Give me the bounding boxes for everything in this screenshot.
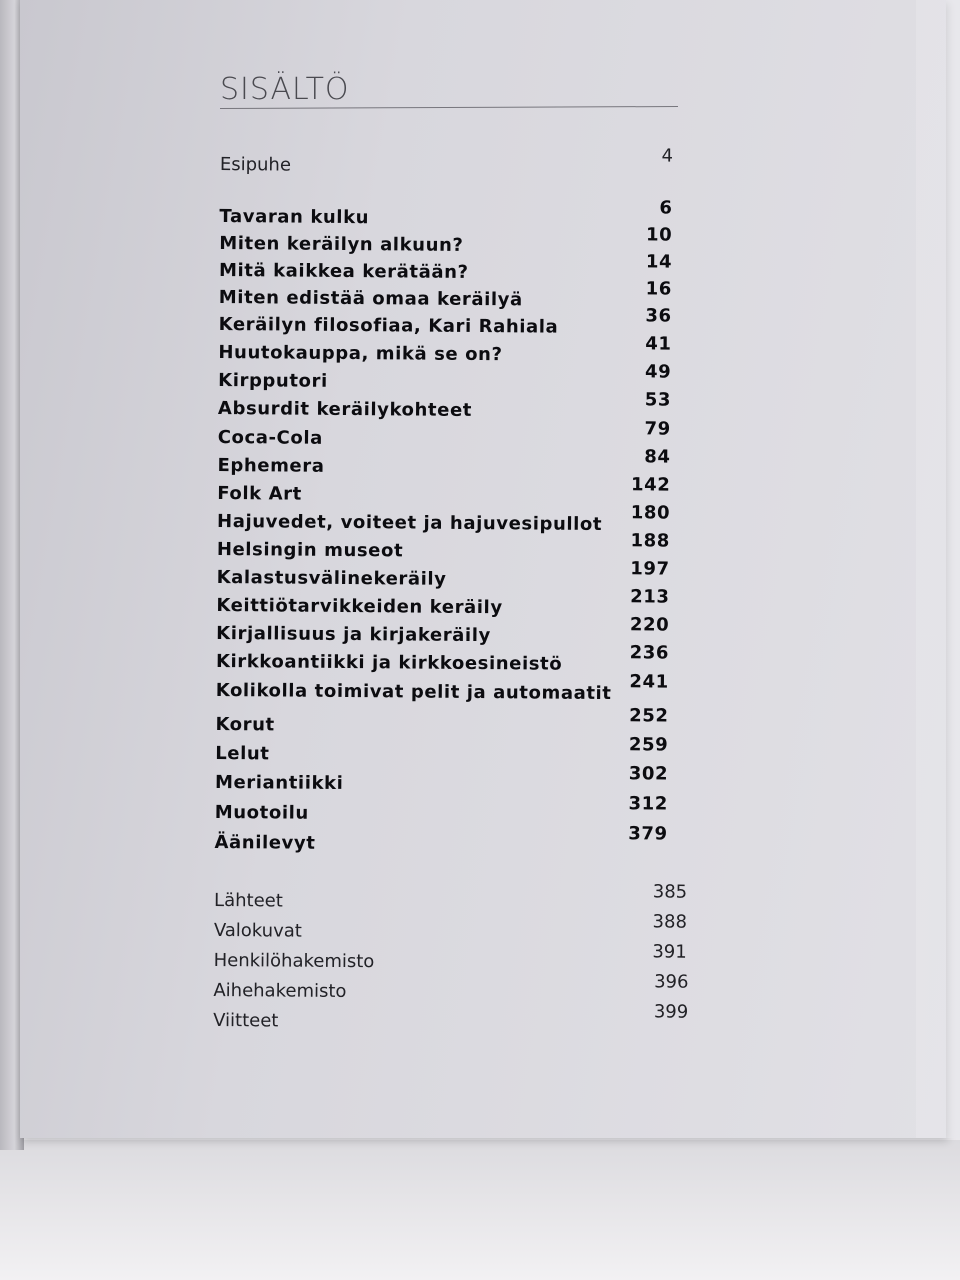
toc-entry (219, 197, 714, 236)
toc-entry-page: 41 (645, 333, 672, 355)
toc-entry-page: 220 (629, 614, 670, 636)
toc-entry-page: 53 (644, 389, 672, 411)
toc-entry-label: Huutokauppa, mikä se on? (218, 341, 503, 366)
toc-entry-page: 388 (652, 911, 688, 933)
toc-entry-appendix (213, 1001, 708, 1040)
toc-entry-label: Viitteet (213, 1009, 279, 1032)
toc-entry-page: 312 (628, 793, 668, 815)
toc-entry-page: 180 (630, 502, 671, 524)
toc-entry-appendix (213, 971, 708, 1010)
toc-entry-label: Aihehakemisto (213, 979, 347, 1003)
toc-entry-label: Kirkkoantiikki ja kirkkoesineistö (215, 650, 563, 675)
toc-entry-label: Kalastusvälinekeräily (216, 566, 447, 590)
toc-entry-page: 213 (630, 586, 670, 608)
toc-entry-label: Äänilevyt (214, 831, 316, 854)
toc-entry-label: Lelut (215, 742, 270, 765)
toc-entry-page: 36 (645, 305, 672, 327)
toc-entry-label: Ephemera (217, 454, 325, 477)
toc-entry-preface (219, 145, 715, 184)
toc-entry-page: 84 (644, 446, 671, 468)
toc-entry-page: 49 (644, 361, 672, 383)
toc-entry-label: Keräilyn filosofiaa, Kari Rahiala (218, 313, 559, 338)
toc-entry-label: Absurdit keräilykohteet (217, 397, 473, 421)
page-title: SISÄLTÖ (220, 72, 350, 107)
toc-entry (218, 305, 714, 344)
toc-entry-label: Hajuvedet, voiteet ja hajuvesipullot (216, 510, 603, 536)
toc-entry-page: 188 (630, 530, 671, 552)
toc-entry-page: 197 (630, 558, 670, 580)
toc-entry-label: Korut (215, 713, 275, 736)
toc-entry (217, 418, 713, 457)
toc-entry-label: Esipuhe (219, 153, 292, 176)
toc-entry-label: Valokuvat (213, 919, 302, 942)
toc-entry-label: Kirjallisuus ja kirjakeräily (216, 622, 491, 647)
toc-entry-appendix (213, 941, 709, 980)
toc-entry-page: 4 (661, 145, 674, 167)
toc-entry-label: Kolikolla toimivat pelit ja automaatit (215, 679, 612, 705)
toc-entry-page: 241 (629, 671, 669, 693)
toc-entry-page: 10 (646, 224, 673, 246)
page-edge (916, 0, 960, 1138)
toc-entry (218, 278, 714, 317)
toc-entry-page: 6 (659, 197, 673, 219)
toc-entry-label: Keittiötarvikkeiden keräily (216, 594, 503, 619)
toc-entry-page: 236 (629, 642, 670, 664)
toc-entry (217, 389, 713, 428)
toc-entry-label: Lähteet (214, 889, 283, 912)
toc-entry-label: Meriantiikki (214, 771, 344, 794)
toc-entry-page: 399 (653, 1001, 689, 1023)
toc-entry-page: 259 (628, 734, 669, 756)
toc-entry-label: Tavaran kulku (219, 205, 370, 229)
toc-entry-label: Helsingin museot (216, 538, 404, 562)
toc-entry-label: Miten keräilyn alkuun? (219, 232, 464, 256)
toc-entry-page: 385 (652, 881, 688, 903)
toc-entry-label: Kirpputori (218, 369, 328, 392)
toc-entry (218, 251, 714, 290)
toc-entry-label: Coca-Cola (217, 426, 323, 449)
background (0, 1140, 960, 1280)
toc-entry-page: 16 (645, 278, 673, 300)
toc-entry (214, 823, 709, 862)
toc-entry-label: Folk Art (217, 482, 302, 505)
toc-entry (219, 224, 714, 263)
toc-entry-appendix (214, 881, 709, 920)
toc-entry-page: 142 (630, 474, 671, 496)
toc-entry-page: 396 (654, 971, 689, 993)
toc-entry-page: 391 (652, 941, 687, 963)
toc-entry-page: 379 (628, 823, 668, 845)
toc-entry (218, 333, 713, 372)
toc-entry-page: 252 (629, 705, 669, 727)
toc-entry-label: Muotoilu (214, 801, 309, 824)
toc-entry (218, 361, 713, 400)
toc-entry-page: 79 (644, 418, 671, 440)
toc-entry-label: Miten edistää omaa keräilyä (218, 286, 523, 311)
toc-entry-label: Henkilöhakemisto (213, 949, 375, 973)
toc-entry-page: 14 (645, 251, 673, 273)
toc-entry-label: Mitä kaikkea kerätään? (218, 259, 469, 283)
toc-entry-page: 302 (628, 763, 669, 785)
toc-entry-appendix (213, 911, 709, 950)
